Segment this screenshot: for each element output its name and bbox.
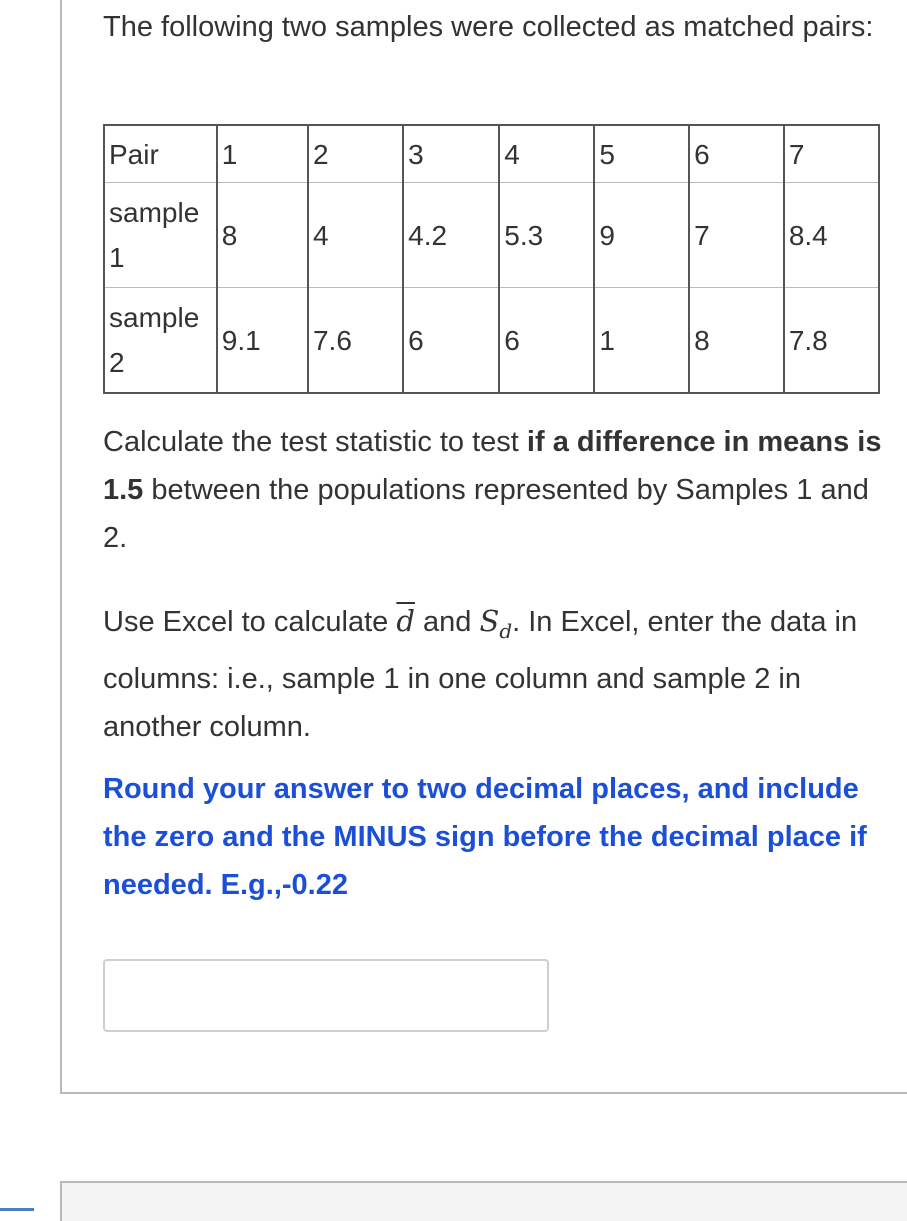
sd-symbol — [479, 604, 513, 643]
table-cell: 2 — [308, 125, 403, 183]
answer-input[interactable] — [103, 959, 549, 1032]
table-cell: 7.8 — [784, 288, 879, 394]
row-label: sample 2 — [104, 288, 217, 394]
question-text — [103, 418, 893, 562]
next-question-card — [60, 1181, 907, 1221]
rounding-instruction: Round your answer to two decimal places, and include the zero and the MINUS sign before the decimal place if needed. E.g.,-0.22 — [103, 773, 867, 901]
table-cell: 5.3 — [499, 183, 594, 288]
question-prefix: Calculate the test statistic to test — [103, 426, 527, 458]
table-cell: 4.2 — [403, 183, 499, 288]
question-intro: The following two samples were collected as matched pairs: — [103, 11, 874, 43]
table-cell: 6 — [403, 288, 499, 394]
excel-suffix: . In Excel, enter the data in columns: i.e., sample 1 in one column and sample 2 in another column. — [103, 606, 858, 743]
table-row — [104, 183, 879, 288]
row-label: sample 1 — [104, 183, 217, 288]
d-bar-symbol: $\overline{d}$ — [396, 604, 415, 638]
question-suffix: between the populations represented by Samples 1 and 2. — [103, 474, 869, 554]
sd-main: S — [479, 604, 500, 638]
table-cell: 4 — [499, 125, 594, 183]
matched-pairs-table — [103, 124, 880, 394]
and-text: and — [414, 606, 480, 638]
table-cell: 5 — [594, 125, 689, 183]
sd-subscript: d — [499, 618, 513, 643]
table-cell: 1 — [217, 125, 308, 183]
table-row — [104, 125, 879, 183]
table-cell: 7.6 — [308, 288, 403, 394]
table-cell: 6 — [689, 125, 784, 183]
excel-instructions — [103, 597, 903, 751]
table-cell: 6 — [499, 288, 594, 394]
row-label: Pair — [104, 125, 217, 183]
table-cell: 7 — [784, 125, 879, 183]
table-cell: 1 — [594, 288, 689, 394]
table-cell: 9.1 — [217, 288, 308, 394]
table-cell: 8 — [689, 288, 784, 394]
excel-prefix: Use Excel to calculate — [103, 606, 397, 638]
table-cell: 9 — [594, 183, 689, 288]
table-cell: 8.4 — [784, 183, 879, 288]
question-emphasis: if a difference in means is 1.5 — [103, 426, 882, 506]
table-cell: 3 — [403, 125, 499, 183]
table-row — [104, 288, 879, 394]
table-cell: 7 — [689, 183, 784, 288]
table-cell: 4 — [308, 183, 403, 288]
table-cell: 8 — [217, 183, 308, 288]
